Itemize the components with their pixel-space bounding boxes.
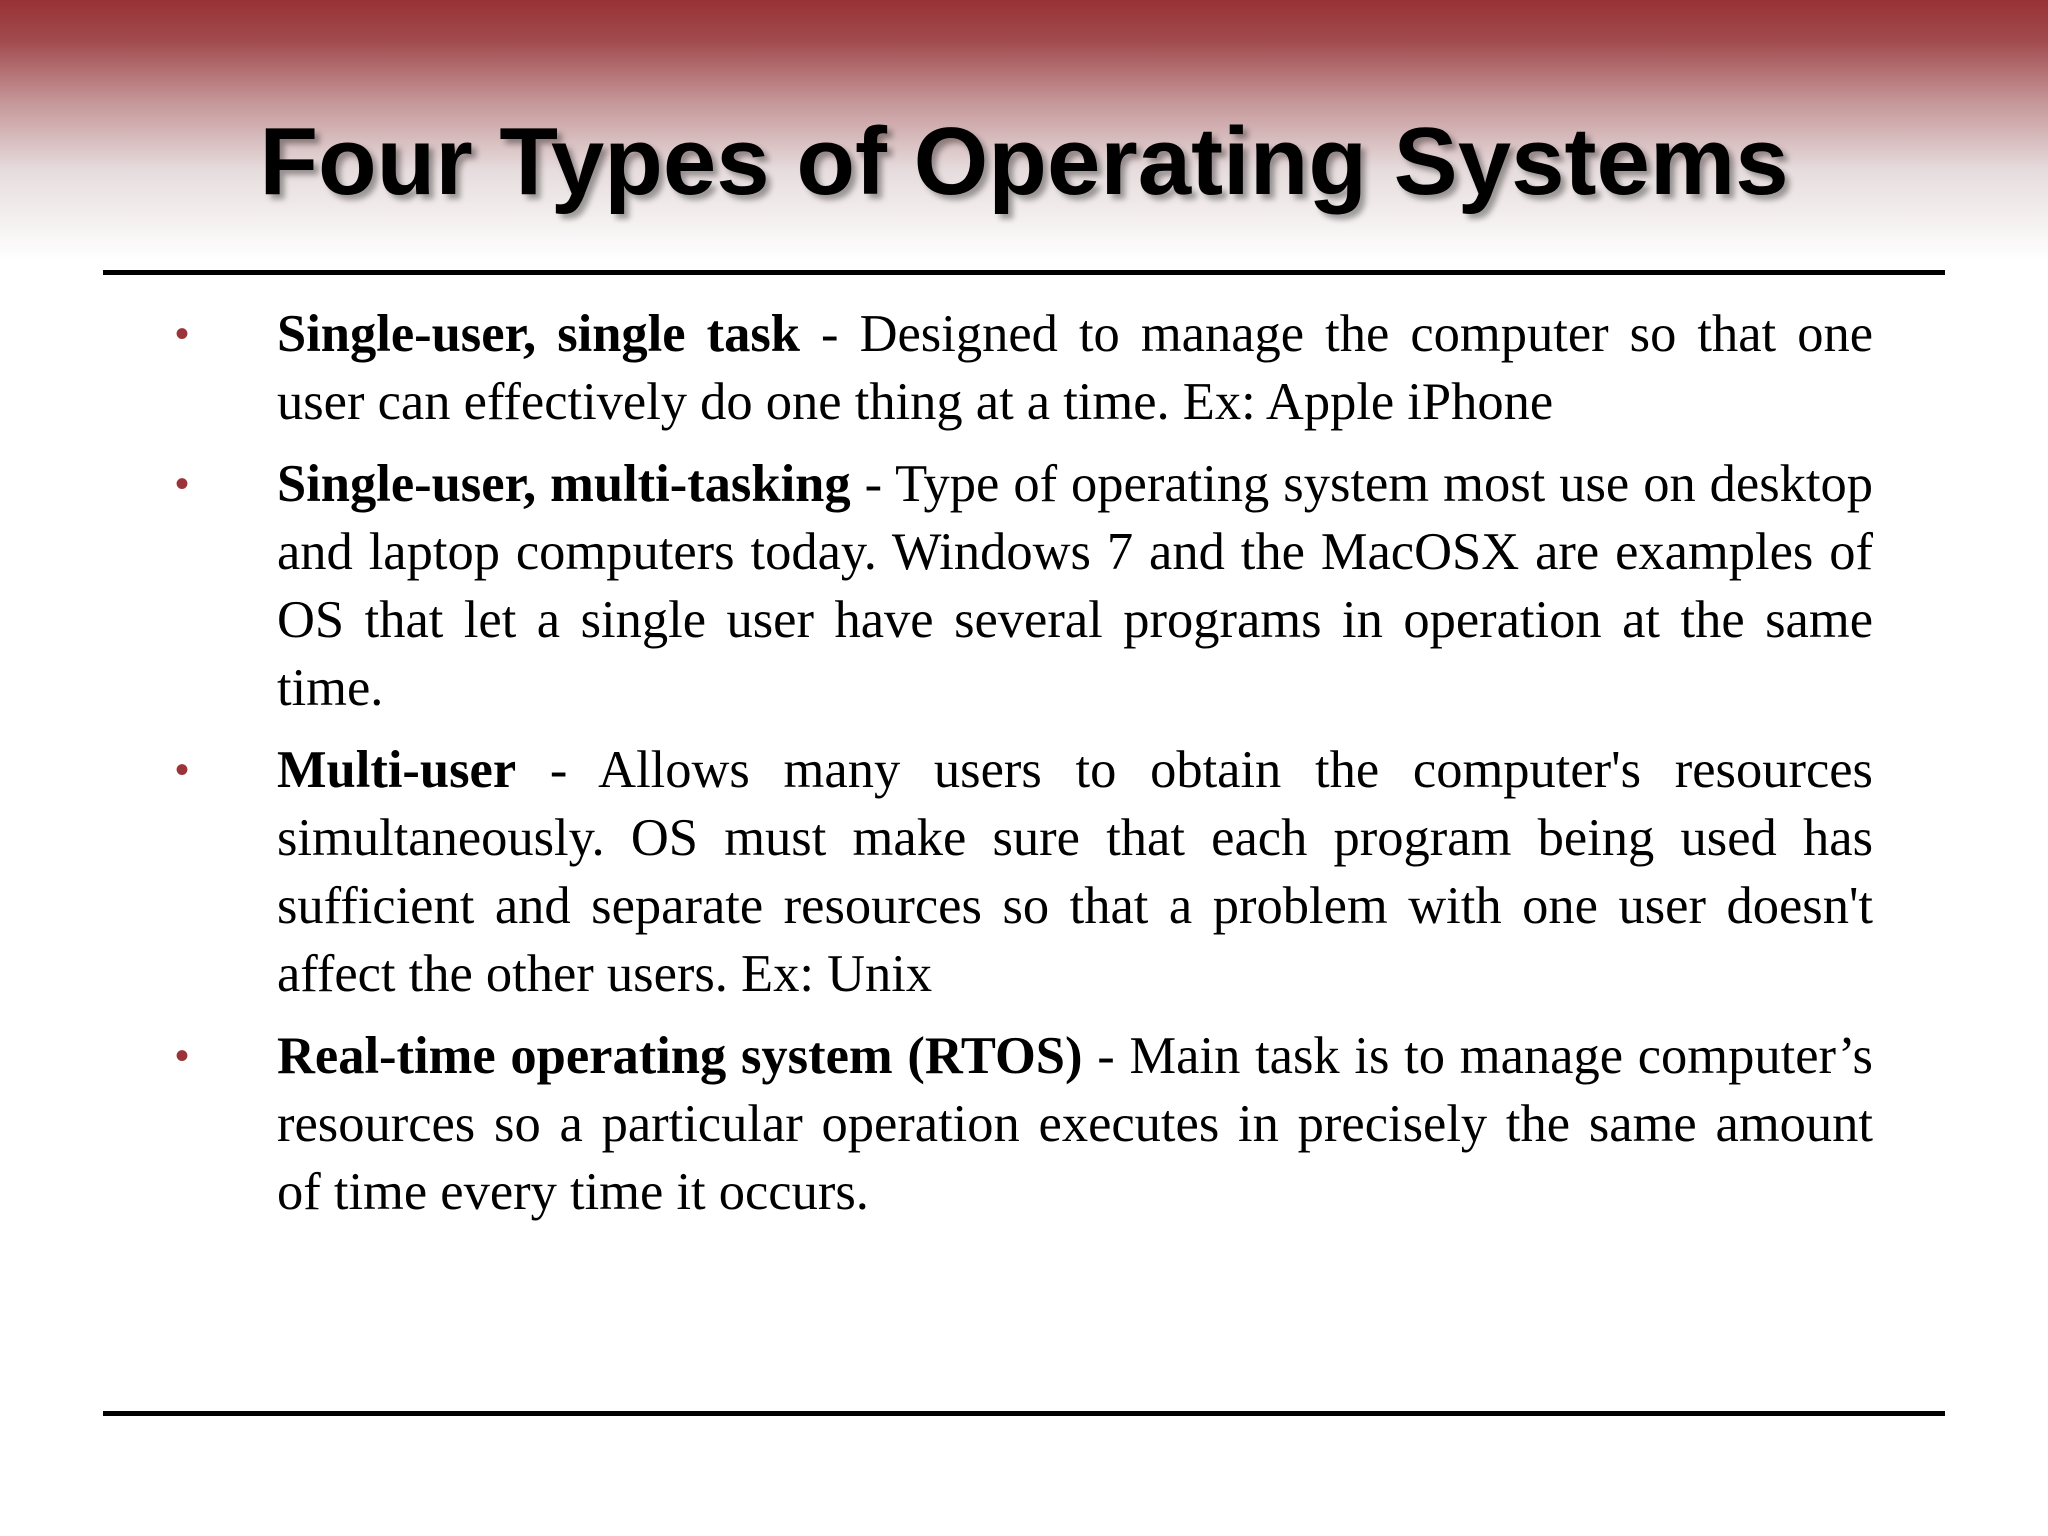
item-term: Single-user, multi-tasking <box>277 455 851 513</box>
list-item <box>175 736 1873 1008</box>
list-item <box>175 450 1873 722</box>
slide-title: Four Types of Operating Systems <box>259 108 1789 215</box>
item-term: Single-user, single task <box>277 305 800 363</box>
bullet-icon: • <box>175 312 190 356</box>
bullet-icon: • <box>175 462 190 506</box>
item-description: - Designed to manage the computer so that one user can effectively do one thing at a time. Ex: Apple iPhone <box>277 305 1873 431</box>
item-description: - Allows many users to obtain the computer's resources simultaneously. OS must make sure that each program being used has sufficient and separate resources so that a problem with one user doesn't affect the other users. Ex: Unix <box>277 741 1873 1003</box>
item-description: - Type of operating system most use on desktop and laptop computers today. Windows 7 and the MacOSX are examples of OS that let a single user have several programs in operation at the same time. <box>277 455 1873 717</box>
item-term: Real-time operating system (RTOS) <box>277 1027 1083 1085</box>
list-item <box>175 300 1873 436</box>
item-description: - Main task is to manage computer’s resources so a particular operation executes in precisely the same amount of time every time it occurs. <box>277 1027 1873 1221</box>
item-term: Multi-user <box>277 741 517 799</box>
footer-divider <box>103 1411 1945 1416</box>
bullet-list <box>0 300 2048 1240</box>
bullet-icon: • <box>175 748 190 792</box>
title-divider <box>103 270 1945 275</box>
list-item <box>175 1022 1873 1226</box>
bullet-icon: • <box>175 1034 190 1078</box>
